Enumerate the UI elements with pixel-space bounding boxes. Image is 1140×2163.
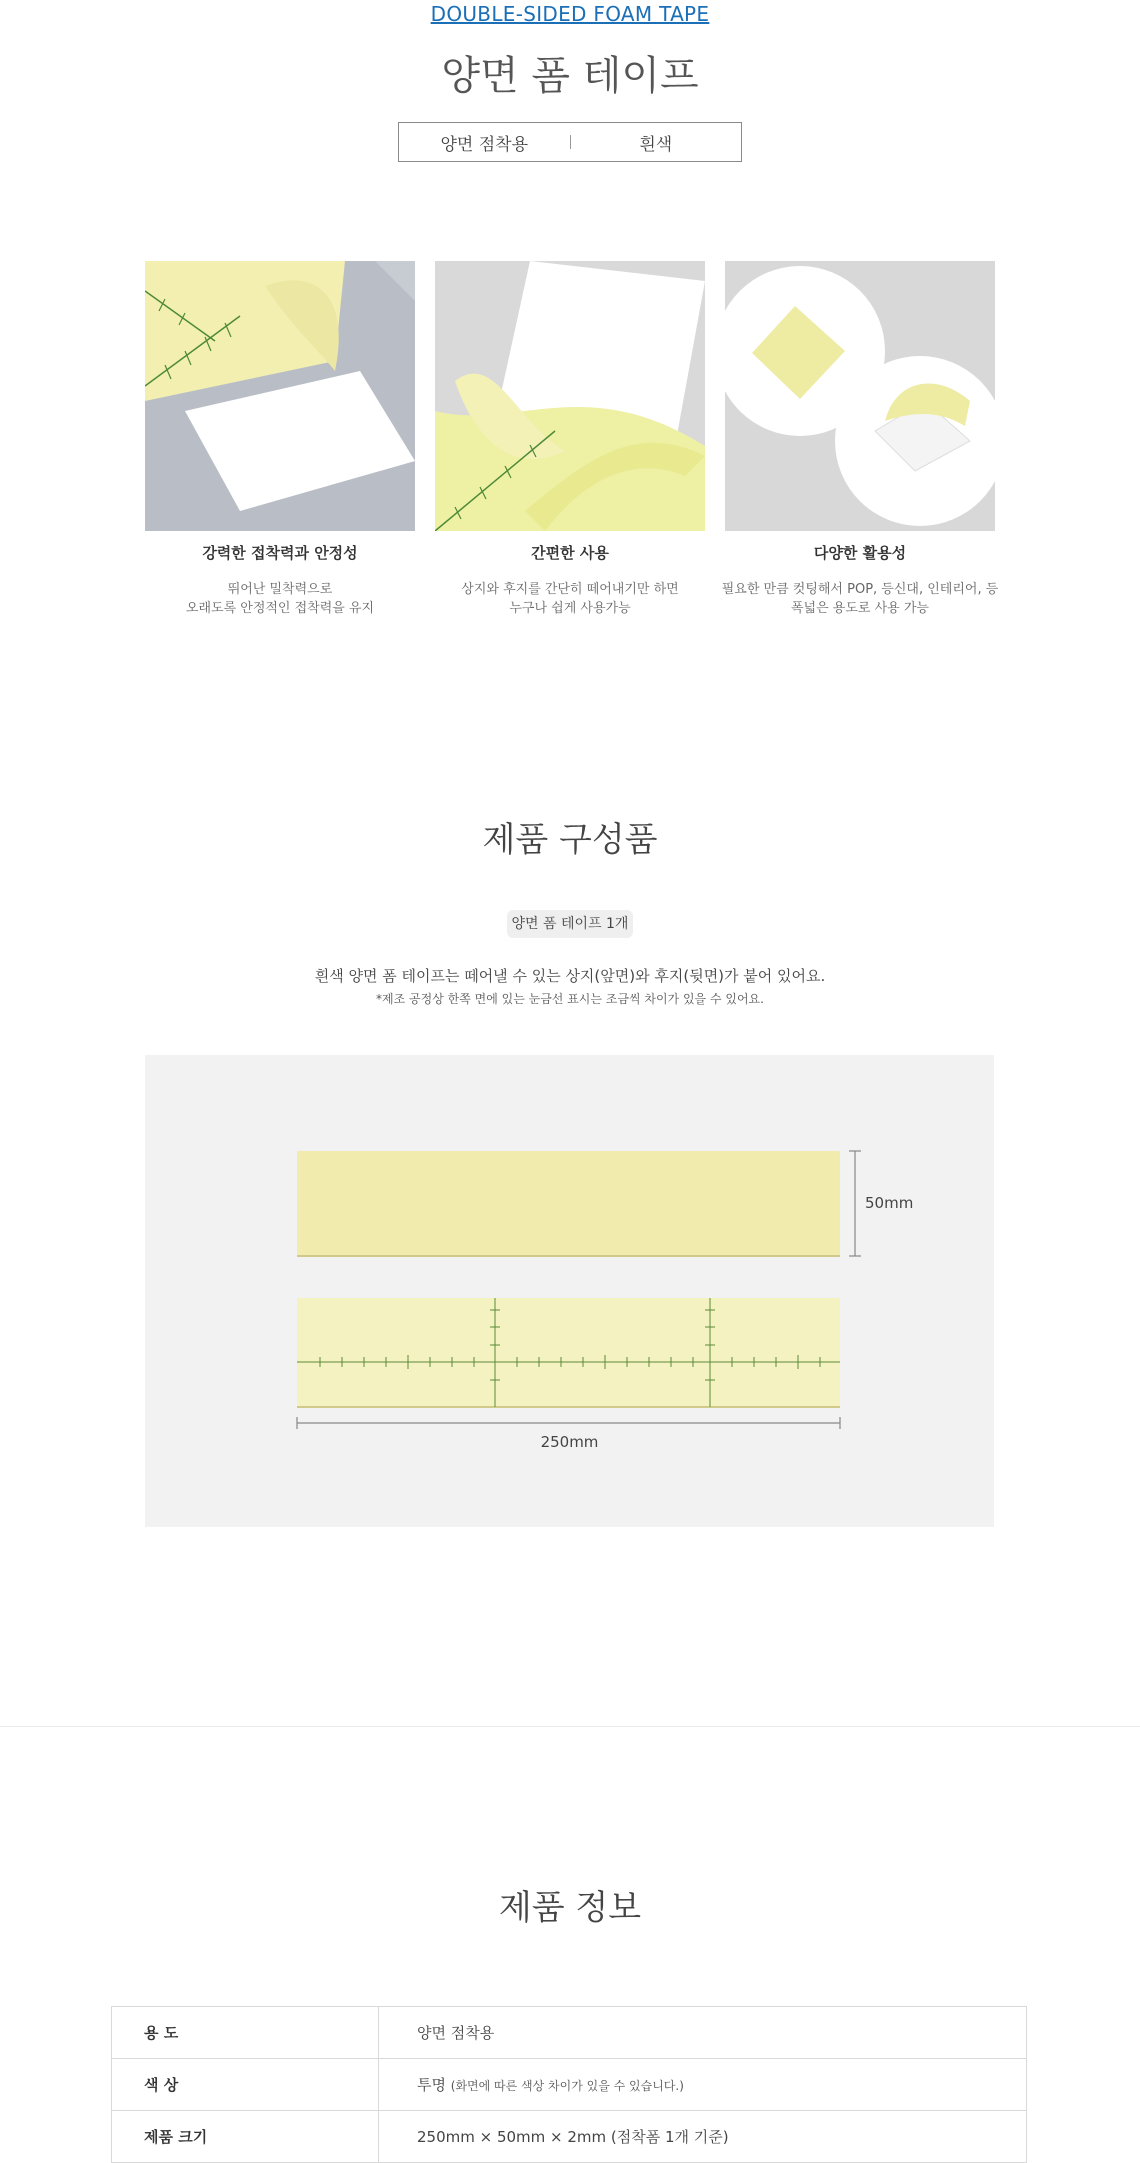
width-dimension-line bbox=[297, 1417, 840, 1429]
section-divider bbox=[0, 1726, 1140, 1727]
feature-desc-line: 누구나 쉽게 사용가능 bbox=[509, 601, 631, 616]
feature-title-easy-use: 간편한 사용 bbox=[531, 544, 609, 562]
row-label: 색 상 bbox=[112, 2059, 379, 2111]
feature-desc-adhesion bbox=[130, 580, 430, 618]
item-badge: 양면 폼 테이프 1개 bbox=[507, 910, 633, 938]
row-value: 투명 (화면에 따른 색상 차이가 있을 수 있습니다.) bbox=[379, 2059, 1027, 2111]
page-title: 양면 폼 테이프 bbox=[441, 53, 699, 99]
spec-box bbox=[398, 122, 742, 162]
feature-desc-line: 뛰어난 밀착력으로 bbox=[227, 582, 333, 597]
table-row bbox=[112, 2059, 1027, 2111]
composition-description: 흰색 양면 폼 테이프는 떼어낼 수 있는 상지(앞면)와 후지(뒷면)가 붙어 있어요. bbox=[314, 967, 826, 985]
feature-desc-easy-use bbox=[420, 580, 720, 618]
feature-image-adhesion bbox=[145, 261, 415, 531]
feature-title-adhesion: 강력한 접착력과 안정성 bbox=[202, 544, 358, 562]
feature-desc-line: 상지와 후지를 간단히 떼어내기만 하면 bbox=[461, 582, 679, 597]
table-row bbox=[112, 2007, 1027, 2059]
feature-title-versatility: 다양한 활용성 bbox=[813, 544, 907, 562]
composition-note: *제조 공정상 한쪽 면에 있는 눈금선 표시는 조금씩 차이가 있을 수 있어요. bbox=[376, 992, 764, 1006]
feature-desc-line: 필요한 만큼 컷팅해서 POP, 등신대, 인테리어, 등 bbox=[721, 582, 999, 597]
height-dimension-line bbox=[849, 1151, 861, 1256]
row-value: 양면 점착용 bbox=[379, 2007, 1027, 2059]
feature-desc-line: 폭넓은 용도로 사용 가능 bbox=[791, 601, 929, 616]
spec-color: 흰색 bbox=[639, 134, 673, 155]
row-value: 250mm × 50mm × 2mm (점착폼 1개 기준) bbox=[379, 2111, 1027, 2163]
tape-front bbox=[297, 1151, 840, 1257]
table-row bbox=[112, 2111, 1027, 2163]
feature-image-versatility bbox=[725, 261, 995, 531]
tape-back bbox=[297, 1298, 840, 1408]
info-title: 제품 정보 bbox=[498, 1888, 642, 1928]
width-label: 250mm bbox=[540, 1433, 599, 1451]
tape-dimension-diagram bbox=[145, 1055, 994, 1527]
feature-desc-versatility bbox=[710, 580, 1010, 618]
product-info-table bbox=[111, 2006, 1027, 2163]
height-label: 50mm bbox=[865, 1194, 914, 1212]
composition-title: 제품 구성품 bbox=[482, 820, 658, 860]
eyebrow-title: DOUBLE-SIDED FOAM TAPE bbox=[430, 2, 710, 26]
row-label: 제품 크기 bbox=[112, 2111, 379, 2163]
row-label: 용 도 bbox=[112, 2007, 379, 2059]
spec-usage: 양면 점착용 bbox=[440, 134, 528, 155]
row-note: (화면에 따른 색상 차이가 있을 수 있습니다.) bbox=[450, 2079, 684, 2093]
feature-desc-line: 오래도록 안정적인 접착력을 유지 bbox=[185, 601, 375, 616]
feature-image-easy-use bbox=[435, 261, 705, 531]
